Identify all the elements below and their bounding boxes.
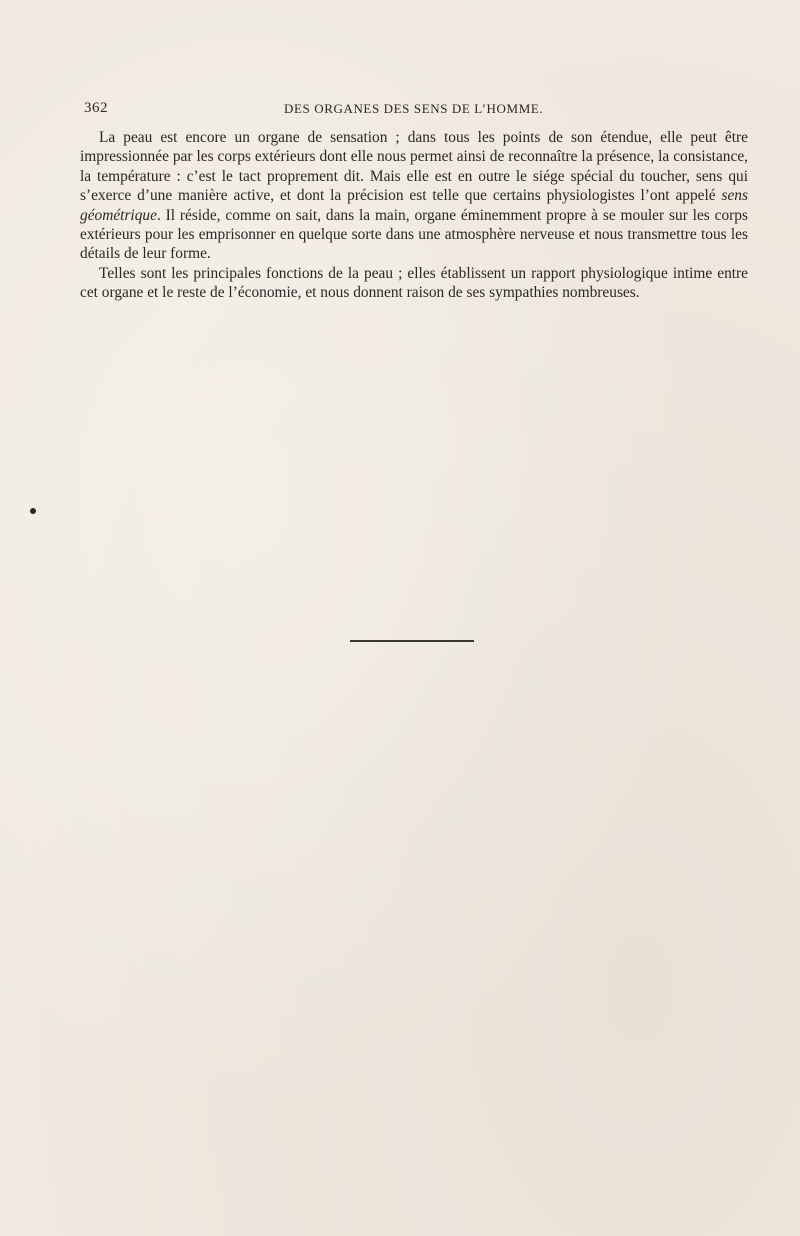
paragraph-1-emphasis: sens géométrique <box>80 187 748 224</box>
section-end-rule <box>350 640 474 642</box>
page-number: 362 <box>84 100 108 116</box>
paragraph-1-text-after: . Il réside, comme on sait, dans la main, organe éminemment propre à se mouler sur les corps extérieurs pour les emprisonner en quelque sorte dans une atmosphère nerveuse et nous transmettre tous les détails de leur forme. <box>80 206 748 263</box>
ink-speck <box>30 508 36 514</box>
paragraph-2: Telles sont les principales fonctions de la peau ; elles établissent un rapport physiologique intime entre cet organe et le reste de l’économie, et nous donnent raison de ses sympathies nombreuses. <box>80 264 748 302</box>
paragraph-1-text-before: La peau est encore un organe de sensation ; dans tous les points de son étendue, elle peut être impressionnée par les corps extérieurs dont elle nous permet ainsi de reconnaître la présence, la consistance, la température : c’est le tact proprement dit. Mais elle est en outre le siége spécial du toucher, sens qui s’exerce d’une manière active, et dont la précision est telle que certains physiologistes l’ont appelé <box>80 129 748 205</box>
body-text <box>80 128 748 303</box>
running-head: DES ORGANES DES SENS DE L’HOMME. <box>284 101 544 116</box>
paragraph-1 <box>80 128 748 264</box>
page-header <box>84 100 748 120</box>
